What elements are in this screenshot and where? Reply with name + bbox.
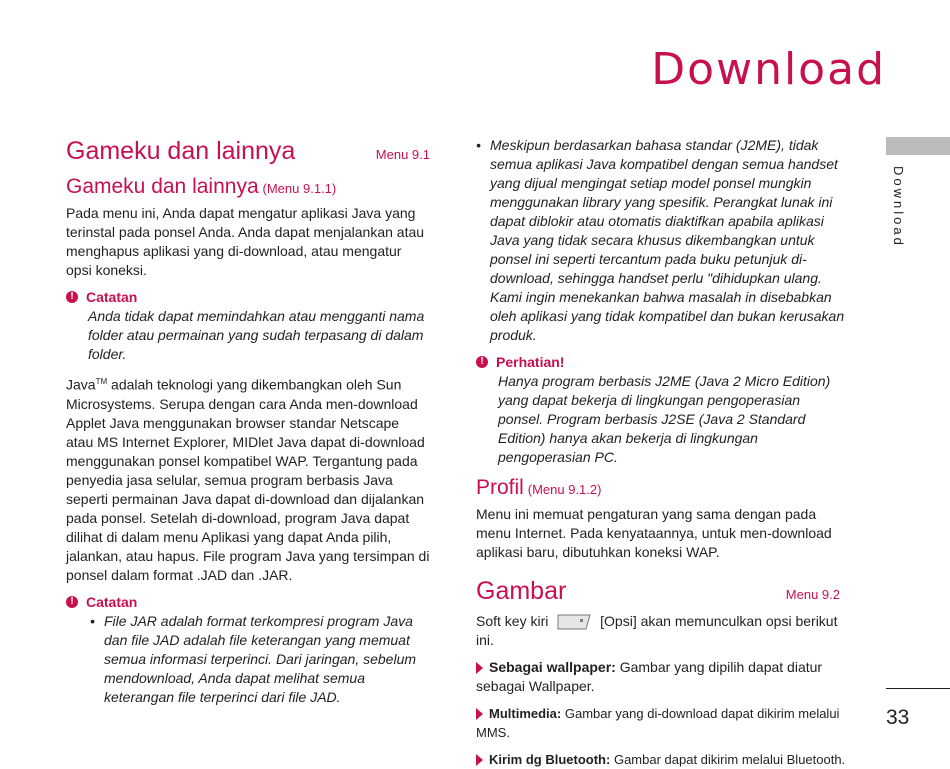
page-title: Download (651, 44, 886, 95)
profil-title: Profil (476, 476, 524, 499)
option-label: Sebagai wallpaper: (489, 659, 616, 676)
note-block-2 (66, 593, 430, 707)
option-item (476, 704, 848, 742)
java-paragraph-text: adalah teknologi yang dikembangkan oleh Sun Microsystems. Serupa dengan cara Anda men-download Applet Java menggunakan browser standar Netscape atau MS Internet Explorer, MIDlet Java dapat di-download menggunakan ponsel kompatibel WAP. Tergantung pada penyedia jasa selular, semua program berbasis Java seperti permainan Java dapat di-download dan dijalankan pada ponsel. Setelah di-download, program Java dapat dilihat di dalam menu Aplikasi yang dapat Anda pilih, jalankan, atau hapus. File program Java yang tersimpan di ponsel dalam format .JAD dan .JAR. (66, 376, 430, 583)
section-menu-number: Menu 9.1 (375, 147, 430, 162)
trademark-mark: TM (95, 377, 108, 386)
profil-heading (476, 475, 848, 501)
java-paragraph (66, 372, 430, 585)
note-bullet: • File JAR adalah format terkompresi program Java dan file JAD adalah file keterangan yang memuat semua informasi terperinci. Dari jaringan, sebelum mendownload, Anda dapat melihat semua keterangan file terperinci dari file JAD. (90, 612, 430, 707)
warning-icon: ! (66, 596, 78, 608)
warning-block (476, 353, 848, 467)
warning-icon: ! (476, 356, 488, 368)
triangle-bullet-icon (476, 662, 483, 674)
subsection-title: Gameku dan lainnya (66, 175, 259, 198)
profil-paragraph: Menu ini memuat pengaturan yang sama dengan pada menu Internet. Pada kenyataannya, untuk men-download aplikasi baru, dibutuhkan koneksi WAP. (476, 506, 832, 560)
softkey-prefix: Soft key kiri (476, 613, 549, 629)
right-column (476, 136, 848, 769)
gambar-menu-number: Menu 9.2 (785, 587, 840, 602)
option-label: Kirim dg Bluetooth: (489, 752, 611, 768)
option-item (476, 658, 848, 696)
option-text: Gambar yang di-download dapat dikirim melalui MMS. (476, 706, 840, 741)
side-tab-marker (886, 137, 950, 155)
page-number-divider (886, 688, 950, 689)
gambar-title: Gambar (476, 577, 567, 605)
warning-icon: ! (66, 291, 78, 303)
note-title: Catatan (86, 593, 138, 610)
option-text: Gambar dapat dikirim melalui Bluetooth. (613, 752, 846, 768)
option-text: Gambar yang dipilih dapat diatur sebagai Wallpaper. (476, 659, 823, 695)
option-label: Multimedia: (489, 706, 562, 722)
softkey-suffix: [Opsi] akan memunculkan opsi berikut ini. (476, 613, 838, 649)
note-block-1 (66, 288, 430, 364)
triangle-bullet-icon (476, 708, 483, 720)
java-word: Java (66, 376, 96, 393)
softkey-line (476, 612, 848, 650)
note-text: Anda tidak dapat memindahkan atau mengganti nama folder atau permainan yang sudah terpasang di dalam folder. (88, 308, 425, 362)
warning-title: Perhatian! (496, 354, 565, 370)
side-tab-label: Download (891, 166, 906, 248)
gambar-heading-row (476, 576, 840, 606)
note-title: Catatan (86, 289, 138, 305)
section-title: Gameku dan lainnya (66, 137, 296, 165)
left-column (66, 136, 430, 707)
compatibility-bullet: • Meskipun berdasarkan bahasa standar (J2ME), tidak semua aplikasi Java kompatibel dengan semua handset yang dijual mengingat setiap model ponsel mungkin menggunakan library yang spesifik. Perangkat lunak ini dapat diblokir atau otomatis diaktifkan apabila aplikasi Java yang tidak secara khusus dikembangkan untuk ponsel ini seperti tercantum pada buku petunjuk di-download, sehingga handset perlu "dihidupkan ulang. Kami ingin menekankan bahwa masalah in disebabkan oleh aplikasi yang tidak kompatibel dan bukan kerusakan produk. (476, 136, 848, 345)
warning-text: Hanya program berbasis J2ME (Java 2 Micro Edition) yang dapat bekerja di lingkungan pengoperasian ponsel. Program berbasis J2SE (Java 2 Standard Edition) hanya akan bekerja di lingkungan pengoperasian PC. (498, 373, 831, 465)
section-heading-row (66, 136, 430, 166)
intro-paragraph: Pada menu ini, Anda dapat mengatur aplikasi Java yang terinstal pada ponsel Anda. Anda dapat menjalankan atau menghapus aplikasi yang di-download, atau mengatur opsi koneksi. (66, 205, 425, 278)
subsection-menu-number: (Menu 9.1.1) (262, 181, 337, 196)
page-number: 33 (886, 706, 910, 729)
profil-menu-number: (Menu 9.1.2) (527, 482, 602, 497)
subsection-heading (66, 174, 430, 200)
left-softkey-icon (556, 613, 592, 631)
